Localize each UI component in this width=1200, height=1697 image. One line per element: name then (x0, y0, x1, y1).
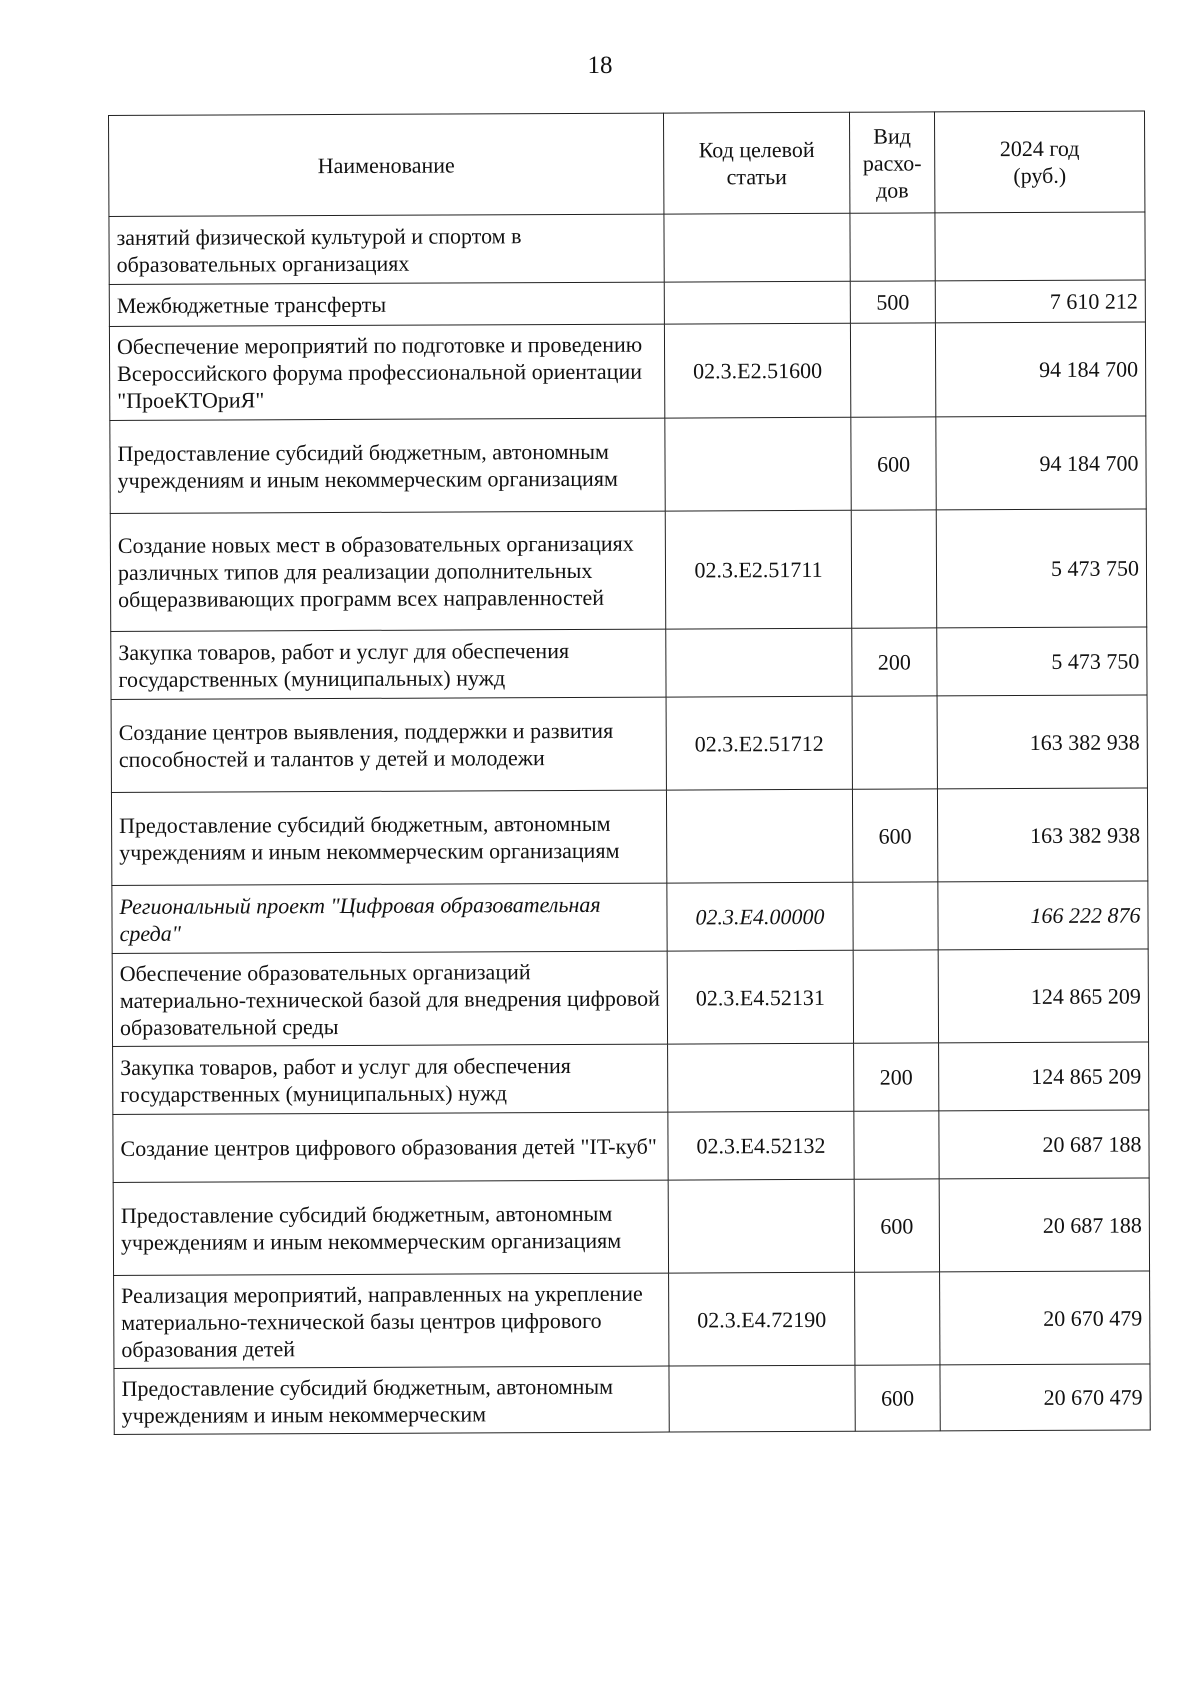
row-type-cell (852, 696, 937, 789)
row-name-cell: Предоставление субсидий бюджетным, автономным учреждениям и иным некоммерческим организациям (113, 1180, 668, 1275)
row-name-cell: Региональный проект "Цифровая образовательная среда" (112, 883, 667, 953)
row-name-cell: занятий физической культурой и спортом в образовательных организациях (109, 214, 664, 284)
header-name-label: Наименование (317, 151, 455, 178)
row-code-cell (666, 789, 852, 883)
row-code-cell (666, 628, 852, 697)
row-amount-cell: 5 473 750 (936, 509, 1147, 628)
table-row (109, 322, 1145, 421)
row-name-cell: Предоставление субсидий бюджетным, автономным учреждениям и иным некоммерческим (114, 1366, 669, 1434)
row-name-cell: Предоставление субсидий бюджетным, автономным учреждениям и иным некоммерческим организациям (111, 790, 666, 885)
row-code-cell (664, 213, 850, 282)
row-code-cell: 02.3.E4.00000 (667, 882, 853, 951)
row-name-cell: Обеспечение образовательных организаций материально-технической базой для внедрения цифровой образовательной среды (112, 951, 667, 1046)
header-type-line3: дов (875, 177, 909, 203)
row-name-cell: Обеспечение мероприятий по подготовке и проведению Всероссийского форума профессиональной ориентации "ПроеКТОриЯ" (109, 324, 664, 420)
row-type-cell (853, 882, 938, 950)
table-row (111, 627, 1147, 700)
row-type-cell: 200 (854, 1043, 939, 1111)
row-type-cell: 600 (855, 1365, 940, 1431)
row-name-cell: Создание центров выявления, поддержки и развития способностей и талантов у детей и молодежи (111, 697, 666, 792)
header-amount-line2: (руб.) (1013, 162, 1067, 189)
row-code-cell (668, 1179, 854, 1273)
row-amount-cell: 20 670 479 (940, 1271, 1150, 1365)
row-code-cell: 02.3.E2.51711 (665, 510, 852, 629)
row-name-cell: Межбюджетные трансферты (109, 282, 664, 326)
row-amount-cell: 124 865 209 (939, 1042, 1149, 1111)
header-type-line1: Вид (873, 122, 911, 149)
row-name-cell: Закупка товаров, работ и услуг для обеспечения государственных (муниципальных) нужд (111, 629, 666, 699)
row-type-cell: 600 (854, 1179, 939, 1272)
table-header-row (109, 111, 1145, 217)
row-type-cell (853, 950, 938, 1043)
table-row (113, 1178, 1149, 1276)
table-row (114, 1271, 1150, 1369)
row-amount-cell: 7 610 212 (935, 280, 1145, 323)
row-name-cell: Реализация мероприятий, направленных на укрепление материально-технической базы центров цифрового образования детей (114, 1273, 669, 1368)
table-row (112, 881, 1148, 954)
table-row (110, 416, 1146, 514)
row-code-cell: 02.3.E4.72190 (669, 1272, 855, 1366)
row-name-cell: Создание центров цифрового образования детей "IT-куб" (113, 1112, 668, 1182)
row-amount-cell: 163 382 938 (937, 695, 1147, 789)
header-amount (934, 111, 1144, 213)
row-type-cell (850, 323, 935, 417)
page-number: 18 (587, 52, 613, 79)
header-type-line2: расхо- (862, 149, 922, 176)
row-amount-cell: 20 687 188 (939, 1110, 1149, 1179)
row-amount-cell: 5 473 750 (937, 627, 1147, 696)
row-name-cell: Создание новых мест в образовательных организациях различных типов для реализации дополнительных общеразвивающих программ всех направленностей (110, 511, 666, 631)
row-amount-cell: 94 184 700 (935, 322, 1145, 417)
row-type-cell (855, 1272, 940, 1365)
table-row (111, 695, 1147, 793)
table-row (113, 1042, 1149, 1115)
budget-table (108, 110, 1151, 1435)
row-amount-cell: 163 382 938 (937, 788, 1147, 882)
row-type-cell: 600 (851, 417, 936, 510)
row-type-cell: 500 (850, 281, 935, 323)
row-code-cell (669, 1365, 855, 1432)
table-row (114, 1364, 1150, 1435)
row-amount-cell: 20 687 188 (939, 1178, 1149, 1272)
header-code-line1: Код целевой (698, 136, 815, 163)
row-type-cell (851, 510, 937, 628)
table-row (113, 1110, 1149, 1183)
header-amount-line1: 2024 год (999, 135, 1080, 162)
row-amount-cell (935, 212, 1145, 281)
row-code-cell: 02.3.E2.51600 (664, 323, 850, 418)
row-amount-cell: 20 670 479 (940, 1364, 1150, 1431)
header-name (109, 113, 664, 216)
row-code-cell: 02.3.E4.52131 (667, 950, 853, 1044)
row-type-cell (854, 1111, 939, 1179)
row-amount-cell: 94 184 700 (936, 416, 1146, 510)
row-code-cell: 02.3.E2.51712 (666, 696, 852, 790)
row-name-cell: Предоставление субсидий бюджетным, автономным учреждениям и иным некоммерческим организациям (110, 418, 665, 513)
header-code (663, 112, 849, 214)
table-row (112, 949, 1148, 1047)
row-code-cell: 02.3.E4.52132 (668, 1111, 854, 1180)
table-row (109, 212, 1145, 285)
row-type-cell: 200 (852, 628, 937, 696)
table-body (109, 212, 1150, 1435)
header-code-line2: статьи (726, 164, 787, 190)
row-type-cell (850, 213, 935, 281)
table-row (109, 280, 1145, 327)
row-amount-cell: 166 222 876 (938, 881, 1148, 950)
table-row (111, 788, 1147, 886)
row-code-cell (665, 417, 851, 511)
table-row (110, 509, 1147, 632)
row-name-cell: Закупка товаров, работ и услуг для обеспечения государственных (муниципальных) нужд (113, 1044, 668, 1114)
row-code-cell (668, 1043, 854, 1112)
header-type (849, 112, 934, 213)
row-type-cell: 600 (852, 789, 937, 882)
row-code-cell (664, 281, 850, 324)
row-amount-cell: 124 865 209 (938, 949, 1148, 1043)
